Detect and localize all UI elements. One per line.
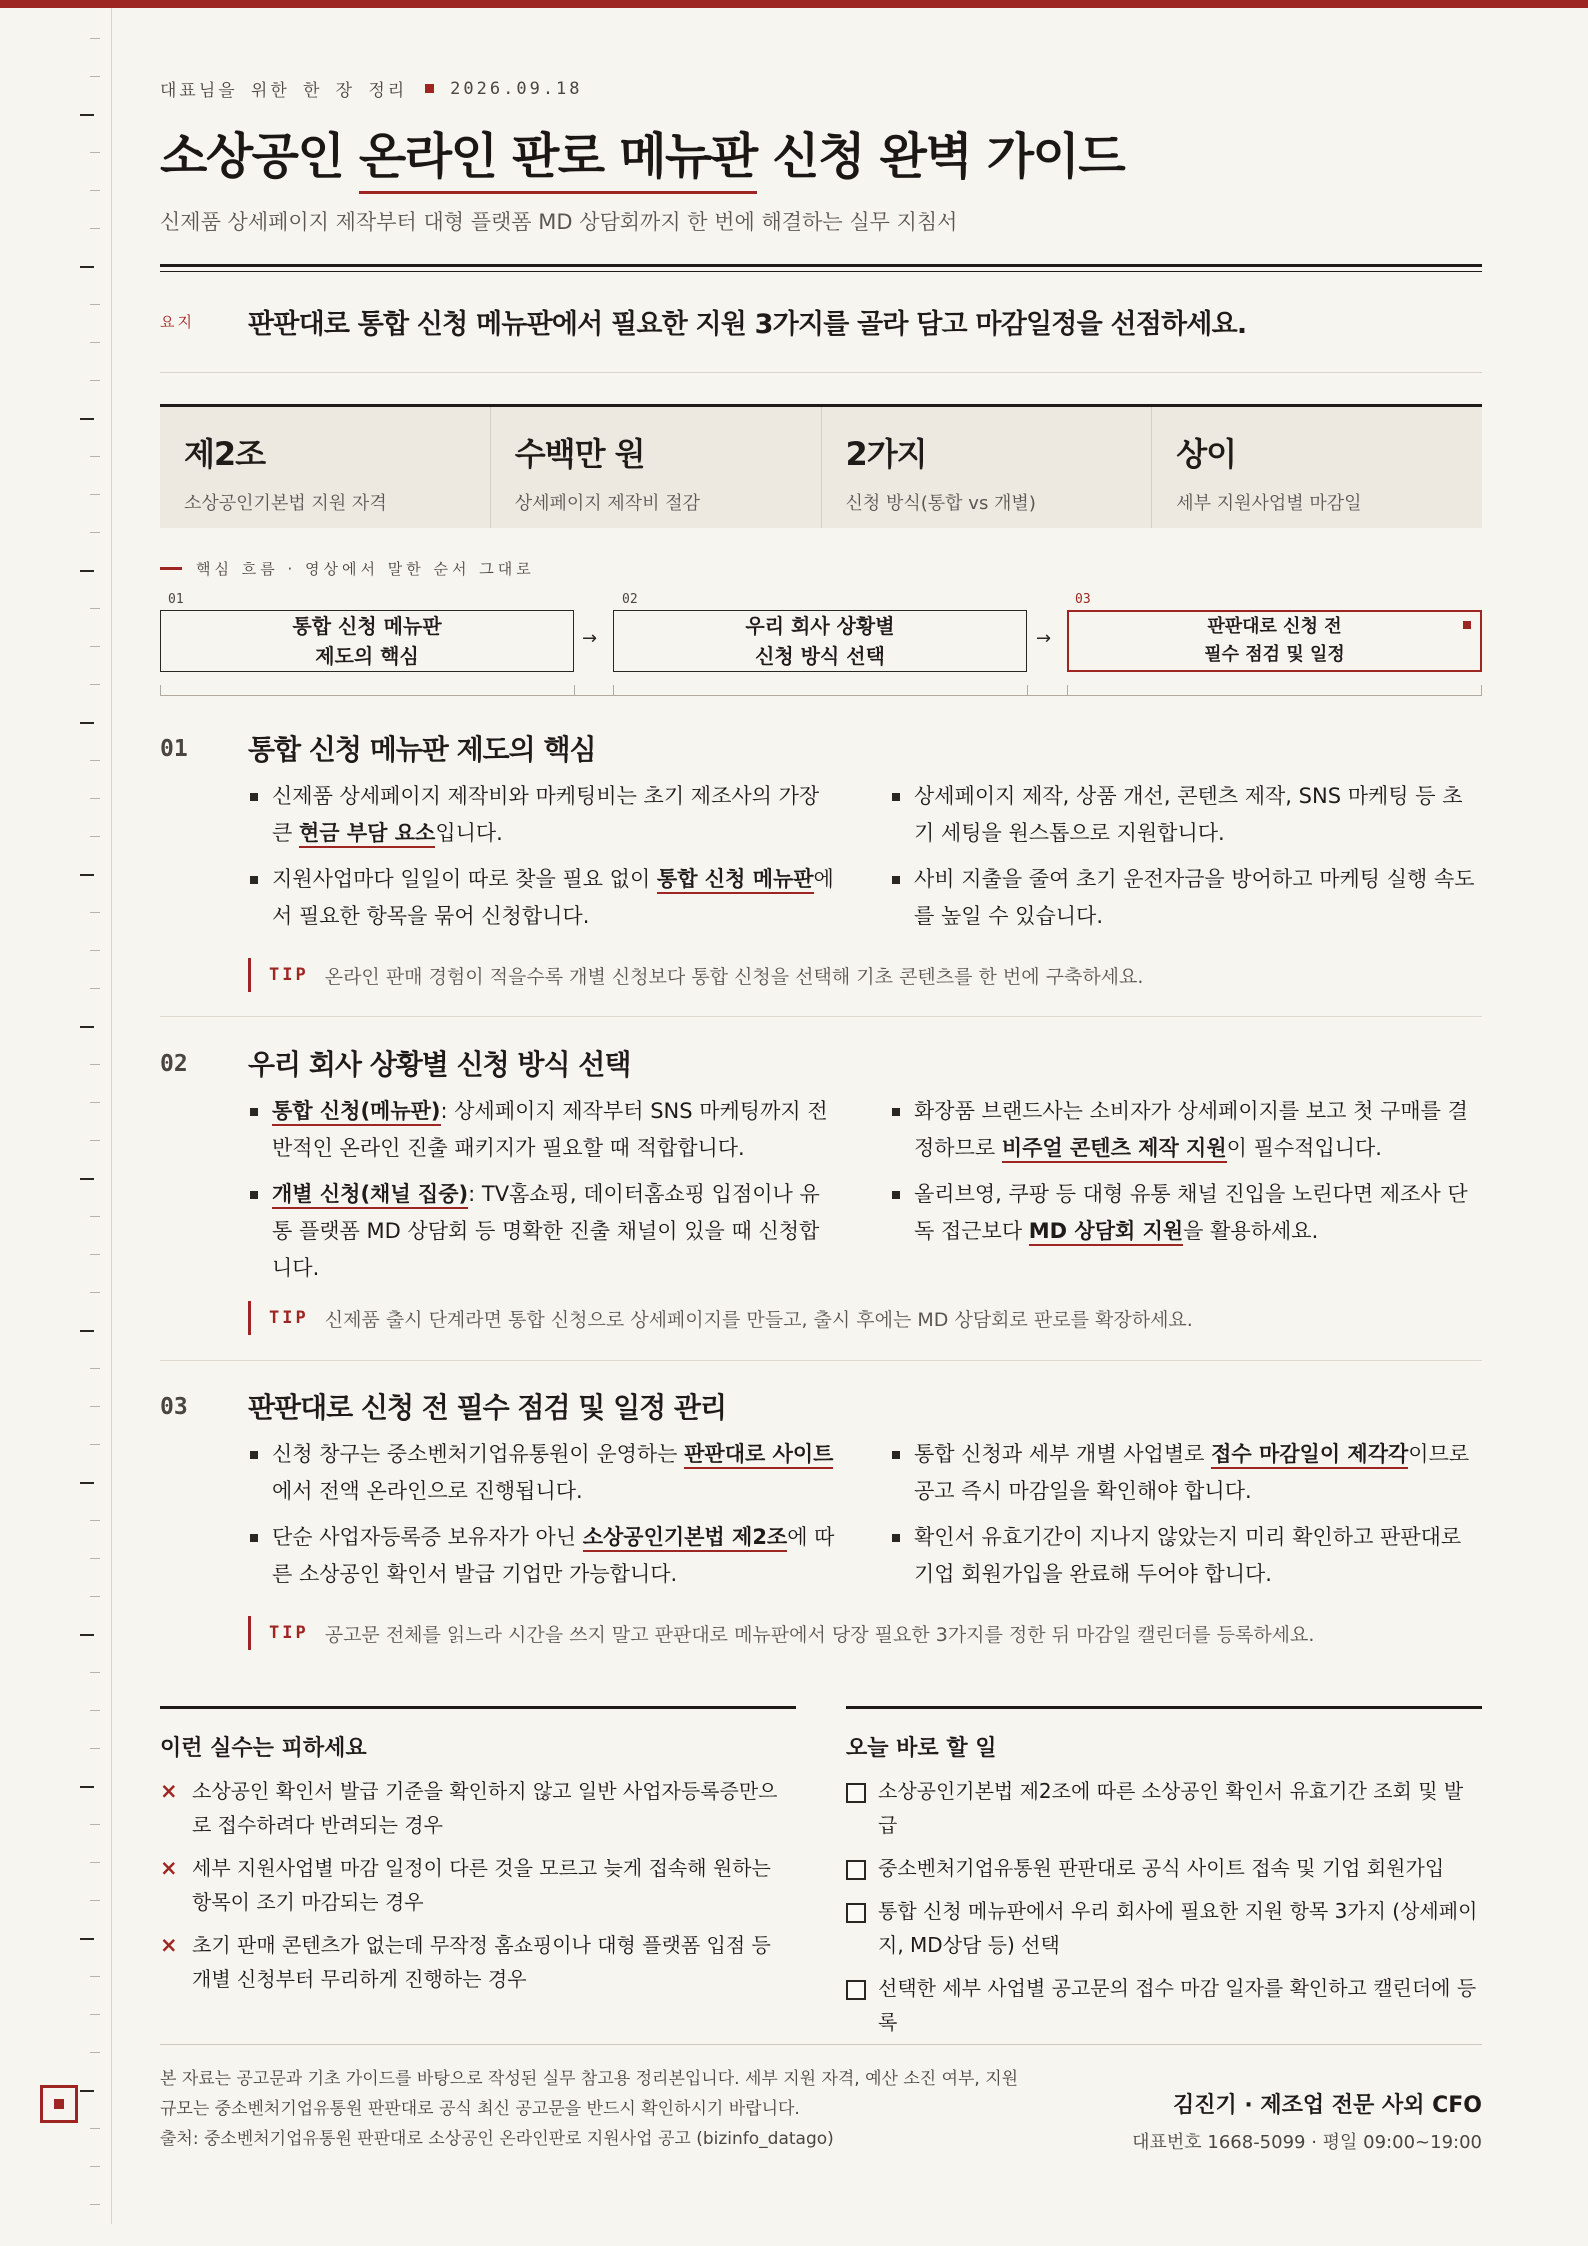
flow-step-3-active[interactable] — [1067, 610, 1482, 672]
stat-card — [160, 407, 491, 528]
tip-text: 공고문 전체를 읽느라 시간을 쓰지 말고 판판대로 메뉴판에서 당장 필요한 3가지를 정한 뒤 마감일 캘린더를 등록하세요. — [324, 1623, 1315, 1646]
ruler-minor-tick — [90, 1900, 100, 1901]
tip-label: TIP — [269, 1623, 309, 1643]
tip-callout — [248, 1301, 1193, 1335]
arrow-right-icon: → — [1036, 628, 1052, 649]
ruler-major-tick — [80, 1178, 94, 1180]
mistakes-panel — [160, 1706, 796, 2005]
stat-caption: 소상공인기본법 지원 자격 — [184, 493, 387, 514]
ruler-minor-tick — [90, 342, 100, 343]
ruler-minor-tick — [90, 798, 100, 799]
list-item: 개별 신청(채널 집중): TV홈쇼핑, 데이터홈쇼핑 입점이나 유통 플랫폼 MD 상담회 등 명확한 진출 채널이 있을 때 신청합니다. — [248, 1176, 838, 1287]
author-name: 김진기 · 제조업 전문 사외 CFO — [1172, 2093, 1482, 2118]
summary-text: 판판대로 통합 신청 메뉴판에서 필요한 지원 3가지를 골라 담고 마감일정을 선점하세요. — [248, 309, 1247, 340]
list-item: 지원사업마다 일일이 따로 찾을 필요 없이 통합 신청 메뉴판에서 필요한 항목을 묶어 신청합니다. — [248, 861, 838, 935]
ruler-major-tick — [80, 874, 94, 876]
tip-text: 온라인 판매 경험이 적을수록 개별 신청보다 통합 신청을 선택해 기초 콘텐츠를 한 번에 구축하세요. — [324, 965, 1144, 988]
stat-card — [491, 407, 822, 528]
summary-divider — [160, 372, 1482, 373]
ruler-minor-tick — [90, 1140, 100, 1141]
tip-label: TIP — [269, 965, 309, 985]
page-title — [160, 118, 1124, 188]
contact-info: 대표번호 1668-5099 · 평일 09:00~19:00 — [1132, 2132, 1482, 2153]
section-title: 통합 신청 메뉴판 제도의 핵심 — [248, 733, 596, 766]
highlight-term: MD 상담회 지원 — [1029, 1219, 1183, 1246]
ruler-minor-tick — [90, 456, 100, 457]
step-line: 제도의 핵심 — [315, 644, 419, 668]
list-item: 화장품 브랜드사는 소비자가 상세페이지를 보고 첫 구매를 결정하므로 비주얼 콘텐츠 제작 지원이 필수적입니다. — [890, 1093, 1482, 1167]
tip-callout — [248, 958, 1143, 992]
ruler-major-tick — [80, 722, 94, 724]
title-prefix: 소상공인 — [160, 128, 359, 185]
brand-mark-icon — [40, 2085, 78, 2123]
stat-card — [822, 407, 1153, 528]
ruler-minor-tick — [90, 1368, 100, 1369]
mistakes-title: 이런 실수는 피하세요 — [160, 1736, 367, 1761]
checkbox-icon[interactable] — [846, 1980, 866, 2000]
list-item: 확인서 유효기간이 지나지 않았는지 미리 확인하고 판판대로 기업 회원가입을 완료해 두어야 합니다. — [890, 1519, 1482, 1593]
ruler-major-tick — [80, 1026, 94, 1028]
list-item: 신제품 상세페이지 제작비와 마케팅비는 초기 제조사의 가장 큰 현금 부담 요소입니다. — [248, 778, 838, 852]
list-item: 단순 사업자등록증 보유자가 아닌 소상공인기본법 제2조에 따른 소상공인 확인서 발급 기업만 가능합니다. — [248, 1519, 838, 1593]
flow-step-2[interactable] — [613, 610, 1027, 672]
ruler-minor-tick — [90, 1520, 100, 1521]
ruler-major-tick — [80, 1634, 94, 1636]
active-marker-icon — [1463, 621, 1471, 629]
step-line: 필수 점검 및 일정 — [1204, 644, 1345, 665]
footer-disclaimer — [160, 2064, 1020, 2154]
top-accent-bar — [0, 0, 1588, 8]
flow-label-text: 핵심 흐름 · 영상에서 말한 순서 그대로 — [196, 560, 535, 578]
list-item: 올리브영, 쿠팡 등 대형 유통 채널 진입을 노린다면 제조사 단독 접근보다 MD 상담회 지원을 활용하세요. — [890, 1176, 1482, 1250]
section-number: 01 — [160, 736, 188, 762]
section-col-left — [248, 1436, 838, 1602]
ruler-minor-tick — [90, 760, 100, 761]
ruler-minor-tick — [90, 646, 100, 647]
ruler-minor-tick — [90, 2014, 100, 2015]
footer-divider — [160, 2044, 1482, 2045]
list-item: 사비 지출을 줄여 초기 운전자금을 방어하고 마케팅 실행 속도를 높일 수 있습니다. — [890, 861, 1482, 935]
cross-icon: × — [160, 1933, 178, 1957]
section-title: 우리 회사 상황별 신청 방식 선택 — [248, 1048, 631, 1081]
flow-label-bar-icon — [160, 567, 182, 570]
stats-strip — [160, 404, 1482, 528]
checkbox-icon[interactable] — [846, 1903, 866, 1923]
todo-item[interactable]: 통합 신청 메뉴판에서 우리 회사에 필요한 지원 항목 3가지 (상세페이지, MD상담 등) 선택 — [846, 1894, 1482, 1962]
step-line: 통합 신청 메뉴판 — [292, 614, 442, 638]
ruler-major-tick — [80, 1938, 94, 1940]
list-item: 통합 신청과 세부 개별 사업별로 접수 마감일이 제각각이므로 공고 즉시 마감일을 확인해야 합니다. — [890, 1436, 1482, 1510]
cross-icon: × — [160, 1779, 178, 1803]
tip-callout — [248, 1616, 1314, 1650]
left-ruler — [0, 8, 112, 2224]
ruler-major-tick — [80, 266, 94, 268]
stat-value: 제2조 — [184, 435, 266, 473]
highlight-term: 통합 신청(메뉴판) — [272, 1099, 441, 1126]
mistake-item: × 초기 판매 콘텐츠가 없는데 무작정 홈쇼핑이나 대형 플랫폼 입점 등 개별 신청부터 무리하게 진행하는 경우 — [160, 1928, 796, 1996]
stat-card — [1152, 407, 1482, 528]
highlight-term: 현금 부담 요소 — [299, 821, 435, 848]
highlight-term: 통합 신청 메뉴판 — [657, 867, 814, 894]
ruler-minor-tick — [90, 380, 100, 381]
source-text: 출처: 중소벤처기업유통원 판판대로 소상공인 온라인판로 지원사업 공고 (bizinfo_datago) — [160, 2129, 834, 2149]
section-col-right — [890, 778, 1482, 944]
list-item: 상세페이지 제작, 상품 개선, 콘텐츠 제작, SNS 마케팅 등 초기 세팅을 원스톱으로 지원합니다. — [890, 778, 1482, 852]
section-col-left — [248, 778, 838, 944]
highlight-term: 개별 신청(채널 집중) — [272, 1182, 468, 1209]
ruler-minor-tick — [90, 988, 100, 989]
section-col-left — [248, 1093, 838, 1296]
highlight-term: 접수 마감일이 제각각 — [1211, 1442, 1408, 1469]
checkbox-icon[interactable] — [846, 1783, 866, 1803]
ruler-minor-tick — [90, 1102, 100, 1103]
highlight-term: 비주얼 콘텐츠 제작 지원 — [1002, 1136, 1227, 1163]
section-col-right — [890, 1093, 1482, 1259]
section-divider — [160, 1016, 1482, 1017]
arrow-right-icon: → — [582, 628, 598, 649]
ruler-minor-tick — [90, 2052, 100, 2053]
step-number: 03 — [1075, 592, 1091, 607]
section-divider — [160, 1360, 1482, 1361]
ruler-minor-tick — [90, 836, 100, 837]
list-item: 신청 창구는 중소벤처기업유통원이 운영하는 판판대로 사이트에서 전액 온라인으로 진행됩니다. — [248, 1436, 838, 1510]
stat-caption: 신청 방식(통합 vs 개별) — [845, 493, 1036, 514]
ruler-major-tick — [80, 1330, 94, 1332]
stat-value: 2가지 — [845, 435, 927, 473]
title-suffix: 신청 완벽 가이드 — [756, 128, 1125, 185]
ruler-minor-tick — [90, 2166, 100, 2167]
ruler-minor-tick — [90, 950, 100, 951]
todo-item[interactable]: 소상공인기본법 제2조에 따른 소상공인 확인서 유효기간 조회 및 발급 — [846, 1774, 1482, 1842]
ruler-minor-tick — [90, 1748, 100, 1749]
ruler-minor-tick — [90, 190, 100, 191]
stat-value: 수백만 원 — [514, 435, 645, 473]
ruler-major-tick — [80, 418, 94, 420]
todo-title: 오늘 바로 할 일 — [846, 1736, 997, 1761]
todo-item[interactable]: 선택한 세부 사업별 공고문의 접수 마감 일자를 확인하고 캘린더에 등록 — [846, 1971, 1482, 2039]
ruler-minor-tick — [90, 1596, 100, 1597]
section-number: 02 — [160, 1051, 188, 1077]
ruler-minor-tick — [90, 684, 100, 685]
ruler-minor-tick — [90, 532, 100, 533]
list-item: 통합 신청(메뉴판): 상세페이지 제작부터 SNS 마케팅까지 전반적인 온라인 진출 패키지가 필요할 때 적합합니다. — [248, 1093, 838, 1167]
ruler-minor-tick — [90, 608, 100, 609]
mistake-item: × 세부 지원사업별 마감 일정이 다른 것을 모르고 늦게 접속해 원하는 항목이 조기 마감되는 경우 — [160, 1851, 796, 1919]
ruler-minor-tick — [90, 494, 100, 495]
kicker-text: 대표님을 위한 한 장 정리 — [160, 81, 408, 101]
ruler-minor-tick — [90, 1862, 100, 1863]
disclaimer-text: 본 자료는 공고문과 기초 가이드를 바탕으로 작성된 실무 참고용 정리본입니다. 세부 지원 자격, 예산 소진 여부, 지원 규모는 중소벤처기업유통원 판판대로 공식 최신 공고문을 반드시 확인하시기 바랍니다. — [160, 2069, 1019, 2119]
todo-item[interactable]: 중소벤처기업유통원 판판대로 공식 사이트 접속 및 기업 회원가입 — [846, 1851, 1482, 1885]
ruler-minor-tick — [90, 1216, 100, 1217]
stat-caption: 상세페이지 제작비 절감 — [514, 493, 701, 514]
ruler-minor-tick — [90, 1824, 100, 1825]
ruler-minor-tick — [90, 912, 100, 913]
title-highlight: 온라인 판로 메뉴판 — [359, 128, 757, 194]
ruler-minor-tick — [90, 2204, 100, 2205]
ruler-minor-tick — [90, 1064, 100, 1065]
flow-label — [160, 558, 535, 579]
kicker-dot-icon — [425, 84, 434, 93]
highlight-term: 소상공인기본법 제2조 — [583, 1525, 788, 1552]
ruler-minor-tick — [90, 1558, 100, 1559]
ruler-minor-tick — [90, 76, 100, 77]
ruler-major-tick — [80, 1482, 94, 1484]
ruler-minor-tick — [90, 1292, 100, 1293]
stat-value: 상이 — [1176, 435, 1237, 473]
summary-label: 요지 — [160, 313, 195, 331]
flow-timeline-ticks — [160, 686, 1482, 696]
ruler-minor-tick — [90, 304, 100, 305]
ruler-minor-tick — [90, 228, 100, 229]
header-divider — [160, 264, 1482, 272]
ruler-minor-tick — [90, 1710, 100, 1711]
ruler-minor-tick — [90, 152, 100, 153]
flow-step-1[interactable] — [160, 610, 574, 672]
todo-panel — [846, 1706, 1482, 2048]
section-col-right — [890, 1436, 1482, 1602]
ruler-minor-tick — [90, 1406, 100, 1407]
ruler-major-tick — [80, 114, 94, 116]
highlight-term: 판판대로 사이트 — [684, 1442, 833, 1469]
section-number: 03 — [160, 1394, 188, 1420]
section-title: 판판대로 신청 전 필수 점검 및 일정 관리 — [248, 1391, 727, 1424]
tip-label: TIP — [269, 1308, 309, 1328]
stat-caption: 세부 지원사업별 마감일 — [1176, 493, 1362, 514]
ruler-minor-tick — [90, 38, 100, 39]
step-line: 판판대로 신청 전 — [1207, 616, 1342, 637]
ruler-minor-tick — [90, 1976, 100, 1977]
page-subtitle: 신제품 상세페이지 제작부터 대형 플랫폼 MD 상담회까지 한 번에 해결하는 실무 지침서 — [160, 210, 958, 234]
ruler-major-tick — [80, 570, 94, 572]
ruler-minor-tick — [90, 1444, 100, 1445]
ruler-major-tick — [80, 2090, 94, 2092]
tip-text: 신제품 출시 단계라면 통합 신청으로 상세페이지를 만들고, 출시 후에는 MD 상담회로 판로를 확장하세요. — [324, 1308, 1193, 1331]
step-line: 신청 방식 선택 — [755, 644, 885, 668]
step-number: 01 — [168, 592, 184, 607]
checkbox-icon[interactable] — [846, 1860, 866, 1880]
step-line: 우리 회사 상황별 — [745, 614, 895, 638]
mistake-item: × 소상공인 확인서 발급 기준을 확인하지 않고 일반 사업자등록증만으로 접수하려다 반려되는 경우 — [160, 1774, 796, 1842]
ruler-minor-tick — [90, 1672, 100, 1673]
ruler-major-tick — [80, 1786, 94, 1788]
ruler-minor-tick — [90, 2128, 100, 2129]
step-number: 02 — [622, 592, 638, 607]
ruler-minor-tick — [90, 1254, 100, 1255]
kicker — [160, 76, 583, 101]
cross-icon: × — [160, 1856, 178, 1880]
document-date: 2026.09.18 — [450, 78, 583, 99]
